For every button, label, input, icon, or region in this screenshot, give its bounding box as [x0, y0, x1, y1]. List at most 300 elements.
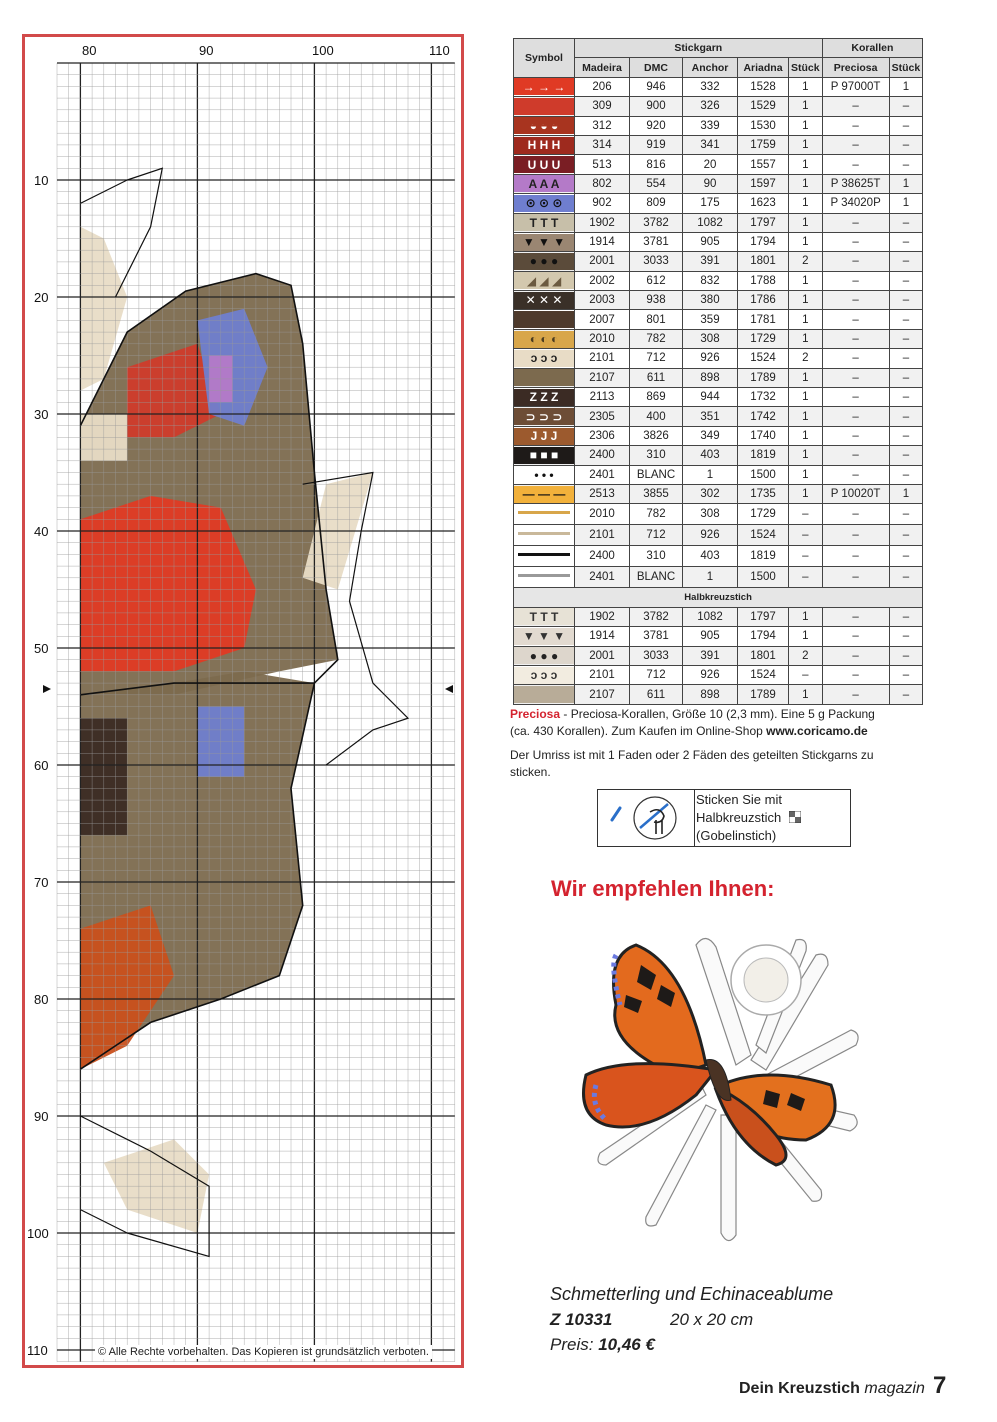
cross-stitch-chart	[22, 34, 464, 1368]
cell-pqty: –	[889, 252, 923, 271]
cell-pqty: –	[889, 426, 923, 445]
cell-madeira: 2113	[575, 388, 630, 407]
legend-row	[514, 525, 923, 546]
cell-dmc: 801	[630, 310, 683, 329]
y-label-80: 80	[34, 992, 49, 1007]
cell-madeira: 312	[575, 116, 630, 135]
cell-madeira: 2101	[575, 349, 630, 368]
cell-qty: 1	[789, 116, 823, 135]
preciosa-brand: Preciosa	[510, 707, 561, 721]
cell-qty: 2	[789, 349, 823, 368]
symbol-swatch: ◢ ◢ ◢	[514, 271, 575, 290]
y-label-40: 40	[34, 524, 49, 539]
cell-dmc: 3033	[630, 646, 683, 665]
cell-madeira: 2306	[575, 426, 630, 445]
cell-pqty: –	[889, 116, 923, 135]
col-stueck: Stück	[789, 58, 823, 77]
cell-preciosa: –	[822, 685, 889, 704]
cell-pqty: 1	[889, 484, 923, 503]
legend-row	[514, 232, 923, 251]
legend-row	[514, 77, 923, 96]
cell-pqty: 1	[889, 194, 923, 213]
cell-dmc: BLANC	[630, 465, 683, 484]
cell-qty: 1	[789, 368, 823, 387]
cell-dmc: 611	[630, 368, 683, 387]
cell-qty: 1	[789, 213, 823, 232]
cell-madeira: 2401	[575, 465, 630, 484]
row-marker-left	[43, 685, 51, 693]
cell-anchor: 1	[683, 465, 738, 484]
cell-ariadna: 1530	[738, 116, 789, 135]
cell-ariadna: 1781	[738, 310, 789, 329]
cell-ariadna: 1740	[738, 426, 789, 445]
cell-ariadna: 1786	[738, 291, 789, 310]
cell-preciosa: –	[822, 329, 889, 348]
cell-pqty: –	[889, 310, 923, 329]
legend-row	[514, 484, 923, 503]
cell-anchor: 332	[683, 77, 738, 96]
x-label-110: 110	[429, 43, 450, 58]
y-label-20: 20	[34, 290, 49, 305]
cell-preciosa: –	[822, 546, 889, 567]
symbol-swatch	[514, 525, 575, 546]
cell-dmc: 938	[630, 291, 683, 310]
half-stitch-line1: Sticken Sie mit	[696, 792, 782, 807]
y-label-90: 90	[34, 1109, 49, 1124]
cell-qty: –	[789, 525, 823, 546]
cell-ariadna: 1729	[738, 504, 789, 525]
cell-dmc: 809	[630, 194, 683, 213]
legend-row	[514, 665, 923, 684]
cell-ariadna: 1524	[738, 349, 789, 368]
col-stueck-korallen: Stück	[889, 58, 923, 77]
magazine-name: Dein Kreuzstich magazin	[739, 1380, 925, 1397]
cell-pqty: –	[889, 567, 923, 588]
cell-dmc: 3826	[630, 426, 683, 445]
cell-ariadna: 1623	[738, 194, 789, 213]
cell-qty: 1	[789, 77, 823, 96]
cell-preciosa: –	[822, 252, 889, 271]
cell-madeira: 1914	[575, 627, 630, 646]
cell-anchor: 403	[683, 446, 738, 465]
cell-madeira: 1902	[575, 213, 630, 232]
cell-madeira: 902	[575, 194, 630, 213]
cell-preciosa: P 38625T	[822, 174, 889, 193]
cell-anchor: 349	[683, 426, 738, 445]
cell-preciosa: –	[822, 97, 889, 116]
cell-ariadna: 1529	[738, 97, 789, 116]
cell-dmc: 920	[630, 116, 683, 135]
symbol-swatch: ● ● ●	[514, 252, 575, 271]
legend-row	[514, 368, 923, 387]
cell-ariadna: 1819	[738, 446, 789, 465]
half-stitch-line3: (Gobelinstich)	[696, 828, 777, 843]
cell-dmc: 782	[630, 504, 683, 525]
cell-madeira: 1902	[575, 607, 630, 626]
half-stitch-box	[597, 789, 851, 847]
cell-madeira: 2401	[575, 567, 630, 588]
cell-preciosa: –	[822, 504, 889, 525]
cell-dmc: 400	[630, 407, 683, 426]
cell-qty: 1	[789, 484, 823, 503]
cell-madeira: 1914	[575, 232, 630, 251]
cell-pqty: –	[889, 465, 923, 484]
cell-pqty: –	[889, 271, 923, 290]
legend-row	[514, 646, 923, 665]
cell-preciosa: –	[822, 607, 889, 626]
col-madeira: Madeira	[575, 58, 630, 77]
cell-qty: 1	[789, 174, 823, 193]
cell-madeira: 206	[575, 77, 630, 96]
symbol-swatch	[514, 310, 575, 329]
half-cross-header: Halbkreuzstich	[514, 588, 923, 607]
col-anchor: Anchor	[683, 58, 738, 77]
cell-anchor: 380	[683, 291, 738, 310]
half-stitch-line2: Halbkreuzstich	[696, 809, 801, 827]
cell-preciosa: P 34020P	[822, 194, 889, 213]
cell-ariadna: 1789	[738, 685, 789, 704]
cell-ariadna: 1742	[738, 407, 789, 426]
symbol-swatch: ▼ ▼ ▼	[514, 232, 575, 251]
symbol-swatch: U U U	[514, 155, 575, 174]
cell-pqty: –	[889, 504, 923, 525]
col-dmc: DMC	[630, 58, 683, 77]
symbol-swatch	[514, 546, 575, 567]
cell-pqty: –	[889, 546, 923, 567]
cell-ariadna: 1801	[738, 252, 789, 271]
symbol-swatch: → → →	[514, 77, 575, 96]
cell-pqty: –	[889, 368, 923, 387]
cell-dmc: 816	[630, 155, 683, 174]
x-label-100: 100	[312, 43, 334, 58]
cell-anchor: 898	[683, 368, 738, 387]
cell-anchor: 905	[683, 627, 738, 646]
symbol-swatch: ⊙ ⊙ ⊙	[514, 194, 575, 213]
symbol-swatch: ◒ ◒ ◒	[514, 116, 575, 135]
cell-ariadna: 1524	[738, 525, 789, 546]
cell-ariadna: 1729	[738, 329, 789, 348]
cell-preciosa: –	[822, 525, 889, 546]
cell-dmc: 3781	[630, 232, 683, 251]
col-ariadna: Ariadna	[738, 58, 789, 77]
cell-anchor: 898	[683, 685, 738, 704]
cell-qty: 1	[789, 426, 823, 445]
cell-qty: –	[789, 546, 823, 567]
cell-anchor: 905	[683, 232, 738, 251]
col-preciosa: Preciosa	[822, 58, 889, 77]
cell-qty: 1	[789, 135, 823, 154]
legend-row	[514, 426, 923, 445]
cell-anchor: 926	[683, 525, 738, 546]
cell-pqty: –	[889, 407, 923, 426]
cell-preciosa: –	[822, 465, 889, 484]
cell-qty: 1	[789, 291, 823, 310]
legend-row	[514, 329, 923, 348]
y-label-10: 10	[34, 173, 49, 188]
cell-madeira: 2010	[575, 504, 630, 525]
cell-preciosa: –	[822, 665, 889, 684]
recommend-heading: Wir empfehlen Ihnen:	[551, 876, 775, 901]
cell-dmc: 3033	[630, 252, 683, 271]
cell-dmc: 310	[630, 546, 683, 567]
cell-anchor: 403	[683, 546, 738, 567]
header-korallen: Korallen	[822, 39, 923, 58]
symbol-swatch: • • •	[514, 465, 575, 484]
product-title: Schmetterling und Echinaceablume	[550, 1284, 834, 1304]
cell-pqty: –	[889, 627, 923, 646]
thread-legend-table	[513, 38, 923, 705]
cell-preciosa: –	[822, 310, 889, 329]
cell-madeira: 2002	[575, 271, 630, 290]
cell-preciosa: –	[822, 213, 889, 232]
legend-row	[514, 213, 923, 232]
legend-row	[514, 349, 923, 368]
legend-row	[514, 627, 923, 646]
legend-row	[514, 155, 923, 174]
cell-madeira: 309	[575, 97, 630, 116]
shop-link[interactable]: www.coricamo.de	[766, 724, 868, 738]
cell-madeira: 2305	[575, 407, 630, 426]
cell-ariadna: 1524	[738, 665, 789, 684]
symbol-swatch: ■ ■ ■	[514, 446, 575, 465]
cell-dmc: 919	[630, 135, 683, 154]
symbol-swatch	[514, 368, 575, 387]
cell-pqty: –	[889, 646, 923, 665]
preciosa-note: Preciosa - Preciosa-Korallen, Größe 10 (2,3 mm). Eine 5 g Packung (ca. 430 Korallen). Zum Kaufen im Online-Shop www.coricamo.de	[510, 707, 875, 738]
cell-pqty: –	[889, 665, 923, 684]
cell-anchor: 90	[683, 174, 738, 193]
cell-qty: 1	[789, 97, 823, 116]
header-stickgarn: Stickgarn	[575, 39, 823, 58]
page-number: 7	[933, 1372, 947, 1399]
legend-row	[514, 97, 923, 116]
cell-dmc: 712	[630, 665, 683, 684]
cell-anchor: 326	[683, 97, 738, 116]
cell-pqty: –	[889, 232, 923, 251]
cell-dmc: BLANC	[630, 567, 683, 588]
outline-note: Der Umriss ist mit 1 Faden oder 2 Fäden des geteilten Stickgarns zu sticken.	[510, 748, 874, 779]
cell-pqty: –	[889, 155, 923, 174]
x-label-90: 90	[199, 43, 214, 58]
product-butterfly-image[interactable]	[566, 925, 866, 1255]
symbol-swatch	[514, 685, 575, 704]
cell-madeira: 2101	[575, 665, 630, 684]
legend-row	[514, 135, 923, 154]
cell-anchor: 308	[683, 329, 738, 348]
cell-ariadna: 1735	[738, 484, 789, 503]
cell-ariadna: 1794	[738, 627, 789, 646]
cell-qty: 1	[789, 194, 823, 213]
cell-ariadna: 1597	[738, 174, 789, 193]
symbol-swatch: ◐ ◐ ◐	[514, 329, 575, 348]
cell-anchor: 832	[683, 271, 738, 290]
cell-anchor: 351	[683, 407, 738, 426]
symbol-swatch: ⊃ ⊃ ⊃	[514, 407, 575, 426]
cell-dmc: 611	[630, 685, 683, 704]
needle-icon	[598, 790, 695, 846]
cell-anchor: 308	[683, 504, 738, 525]
cell-anchor: 1	[683, 567, 738, 588]
cell-pqty: –	[889, 97, 923, 116]
y-label-110: 110	[27, 1343, 48, 1358]
cell-dmc: 3782	[630, 607, 683, 626]
cell-preciosa: –	[822, 155, 889, 174]
cell-dmc: 3855	[630, 484, 683, 503]
row-marker-right	[445, 685, 453, 693]
cell-pqty: –	[889, 349, 923, 368]
cell-preciosa: –	[822, 567, 889, 588]
cell-preciosa: –	[822, 407, 889, 426]
symbol-swatch: J J J	[514, 426, 575, 445]
cell-anchor: 20	[683, 155, 738, 174]
cell-ariadna: 1732	[738, 388, 789, 407]
cell-anchor: 391	[683, 646, 738, 665]
symbol-swatch: T T T	[514, 607, 575, 626]
cell-madeira: 2513	[575, 484, 630, 503]
cell-anchor: 339	[683, 116, 738, 135]
cell-dmc: 900	[630, 97, 683, 116]
cell-preciosa: –	[822, 116, 889, 135]
cell-ariadna: 1759	[738, 135, 789, 154]
cell-dmc: 554	[630, 174, 683, 193]
cell-preciosa: –	[822, 646, 889, 665]
legend-row	[514, 310, 923, 329]
cell-ariadna: 1819	[738, 546, 789, 567]
symbol-swatch: T T T	[514, 213, 575, 232]
cell-qty: 1	[789, 232, 823, 251]
cell-pqty: –	[889, 525, 923, 546]
legend-row	[514, 271, 923, 290]
cell-anchor: 302	[683, 484, 738, 503]
cell-qty: –	[789, 504, 823, 525]
legend-row	[514, 194, 923, 213]
cell-qty: 1	[789, 271, 823, 290]
legend-row	[514, 685, 923, 704]
symbol-swatch: ✕ ✕ ✕	[514, 291, 575, 310]
cell-madeira: 2010	[575, 329, 630, 348]
symbol-swatch: ↄ ↄ ↄ	[514, 665, 575, 684]
cell-anchor: 926	[683, 349, 738, 368]
legend-row	[514, 446, 923, 465]
y-label-100: 100	[27, 1226, 49, 1241]
product-size: 20 x 20 cm	[670, 1310, 754, 1329]
legend-row	[514, 291, 923, 310]
symbol-swatch: — — —	[514, 484, 575, 503]
legend-row	[514, 407, 923, 426]
cell-ariadna: 1528	[738, 77, 789, 96]
cell-madeira: 2001	[575, 646, 630, 665]
cell-preciosa: –	[822, 426, 889, 445]
cell-qty: 1	[789, 465, 823, 484]
y-label-50: 50	[34, 641, 49, 656]
copyright-note: © Alle Rechte vorbehalten. Das Kopieren ist grundsätzlich verboten.	[95, 1345, 432, 1359]
cell-madeira: 2400	[575, 446, 630, 465]
cell-qty: 1	[789, 407, 823, 426]
symbol-swatch: ↄ ↄ ↄ	[514, 349, 575, 368]
legend-row	[514, 546, 923, 567]
legend-row	[514, 567, 923, 588]
cell-dmc: 946	[630, 77, 683, 96]
cell-qty: 1	[789, 685, 823, 704]
cell-madeira: 2007	[575, 310, 630, 329]
cell-preciosa: –	[822, 349, 889, 368]
symbol-swatch: Z Z Z	[514, 388, 575, 407]
cell-preciosa: –	[822, 135, 889, 154]
cell-ariadna: 1500	[738, 567, 789, 588]
cell-madeira: 2400	[575, 546, 630, 567]
cell-qty: 1	[789, 607, 823, 626]
cell-dmc: 712	[630, 349, 683, 368]
cell-ariadna: 1797	[738, 607, 789, 626]
x-label-80: 80	[82, 43, 97, 58]
legend-row	[514, 252, 923, 271]
product-code: Z 10331	[550, 1310, 613, 1329]
cell-madeira: 314	[575, 135, 630, 154]
cell-dmc: 3781	[630, 627, 683, 646]
cell-preciosa: –	[822, 291, 889, 310]
cell-anchor: 175	[683, 194, 738, 213]
cell-preciosa: –	[822, 446, 889, 465]
cell-madeira: 2003	[575, 291, 630, 310]
cell-preciosa: –	[822, 388, 889, 407]
cell-qty: 2	[789, 646, 823, 665]
symbol-swatch	[514, 97, 575, 116]
cell-ariadna: 1557	[738, 155, 789, 174]
cell-qty: 1	[789, 627, 823, 646]
cell-madeira: 2001	[575, 252, 630, 271]
cell-pqty: –	[889, 213, 923, 232]
cell-qty: –	[789, 567, 823, 588]
cell-anchor: 1082	[683, 213, 738, 232]
cell-pqty: –	[889, 685, 923, 704]
cell-qty: –	[789, 665, 823, 684]
cell-preciosa: –	[822, 368, 889, 387]
cell-madeira: 2101	[575, 525, 630, 546]
legend-row	[514, 174, 923, 193]
cell-dmc: 782	[630, 329, 683, 348]
cell-ariadna: 1789	[738, 368, 789, 387]
symbol-swatch: A A A	[514, 174, 575, 193]
cell-ariadna: 1500	[738, 465, 789, 484]
cell-ariadna: 1788	[738, 271, 789, 290]
legend-row	[514, 504, 923, 525]
cell-madeira: 2107	[575, 685, 630, 704]
cell-preciosa: –	[822, 232, 889, 251]
half-stitch-icon	[789, 811, 801, 823]
legend-row	[514, 607, 923, 626]
cell-anchor: 341	[683, 135, 738, 154]
cell-dmc: 712	[630, 525, 683, 546]
cell-qty: 1	[789, 329, 823, 348]
y-label-30: 30	[34, 407, 49, 422]
cell-dmc: 612	[630, 271, 683, 290]
cell-qty: 1	[789, 155, 823, 174]
cell-pqty: –	[889, 446, 923, 465]
cell-pqty: –	[889, 135, 923, 154]
symbol-swatch: H H H	[514, 135, 575, 154]
symbol-swatch: ▼ ▼ ▼	[514, 627, 575, 646]
header-symbol: Symbol	[514, 39, 575, 78]
cell-preciosa: –	[822, 627, 889, 646]
cell-ariadna: 1794	[738, 232, 789, 251]
cell-qty: 1	[789, 310, 823, 329]
cell-anchor: 1082	[683, 607, 738, 626]
cell-madeira: 2107	[575, 368, 630, 387]
cell-preciosa: P 97000T	[822, 77, 889, 96]
cell-preciosa: P 10020T	[822, 484, 889, 503]
cell-dmc: 3782	[630, 213, 683, 232]
cell-pqty: 1	[889, 174, 923, 193]
